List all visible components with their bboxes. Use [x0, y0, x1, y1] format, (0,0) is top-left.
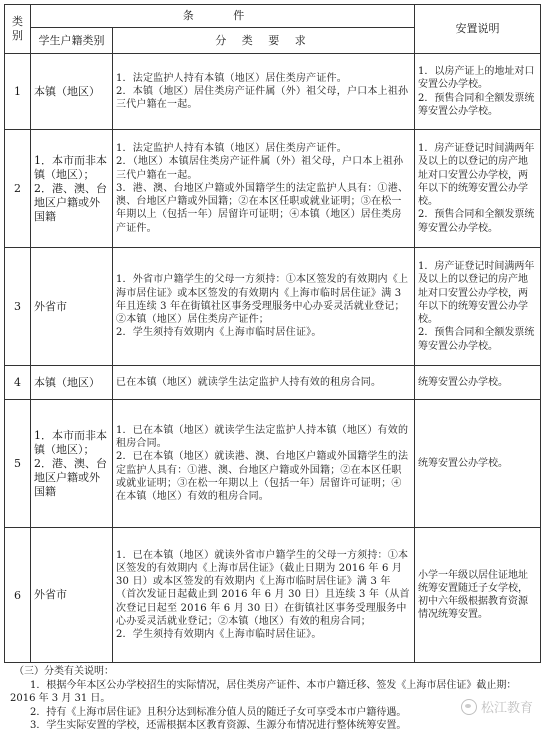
arrangement-cell — [415, 366, 541, 400]
requirements-cell — [113, 54, 415, 130]
requirements-cell — [113, 248, 415, 366]
arrangement-item: 1．房产证登记时间满两年及以上的以登记的房产地址对口安置公办学校，两年以下的统筹安置公办学校。 — [418, 143, 535, 208]
row-index: 2 — [5, 130, 31, 248]
note-item: 3．学生实际安置的学校，还需根据本区教育资源、生源分布情况进行整体统筹安置。 — [30, 720, 407, 731]
table-row — [5, 54, 541, 130]
table-row — [5, 366, 541, 400]
requirement-item: 1．法定监护人持有本镇（地区）居住类房产证件。 — [116, 143, 347, 155]
requirement-item: 2．学生须持有效期内《上海市临时居住证》。 — [116, 327, 322, 339]
requirement-item: 2．本镇（地区）居住类房产证件属（外）祖父母，户口本上祖孙三代户籍在一起。 — [116, 85, 409, 111]
requirement-item: 1．已在本镇（地区）就读外省市户籍学生的父母一方须持：①本区签发的有效期内《上海市居住证》（截止日期为 2016 年 6 月 30 日）或本区签发的有效期内《上海市临时居住证》满 3 年（首次发证日起截止到 2016 年 6 月 30 日）且连续 3 年（从首次登记日起至 2016 年 6 月 30 日）在街镇社区事务受理服务中心办妥灵活就业登记；②本镇（地区）有效的租房合同； — [116, 549, 410, 627]
table-row — [5, 248, 541, 366]
arrangement-cell — [415, 54, 541, 130]
type-header: 类 别 — [5, 5, 31, 54]
row-index: 3 — [5, 248, 31, 366]
row-index: 6 — [5, 528, 31, 663]
requirements-cell — [113, 366, 415, 400]
requirements-cell — [113, 528, 415, 663]
arrangement-header: 安置说明 — [415, 5, 541, 54]
residence-category: 外省市 — [31, 528, 113, 663]
arrangement-item: 2．预售合同和全额发票统筹安置公办学校。 — [418, 209, 535, 234]
requirement-item: 2．学生须持有效期内《上海市临时居住证》。 — [116, 629, 322, 640]
row-index: 1 — [5, 54, 31, 130]
requirements-cell — [113, 400, 415, 528]
residence-category: 1．本市而非本镇（地区）； 2．港、澳、台地区户籍或外国籍 — [31, 130, 113, 248]
requirements-header: 分 类 要 求 — [113, 28, 415, 54]
arrangement-cell — [415, 528, 541, 663]
table-row — [5, 130, 541, 248]
requirement-item: 2．（地区）本镇居住类房产证件属（外）祖父母，户口本上祖孙三代户籍在一起。 — [116, 156, 404, 181]
arrangement-item: 1．房产证登记时间满两年及以上的以登记的房产地址对口安置公办学校，两年以下的统筹安置公办学校。 — [418, 261, 535, 326]
arrangement-item: 2．预售合同和全额发票统筹安置公办学校。 — [418, 327, 535, 352]
arrangement-item: 1．以房产证上的地址对口安置公办学校。 — [418, 66, 535, 91]
row-index: 4 — [5, 366, 31, 400]
residence-header: 学生户籍类别 — [31, 28, 113, 54]
arrangement-cell — [415, 248, 541, 366]
requirement-item: 已在本镇（地区）就读学生法定监护人持有效的租房合同。 — [116, 376, 382, 388]
arrangement-item: 统筹安置公办学校。 — [418, 457, 508, 469]
watermark-text: 松江教育 — [480, 701, 533, 716]
arrangement-cell — [415, 400, 541, 528]
arrangement-item: 2．预售合同和全额发票统筹安置公办学校。 — [418, 92, 535, 117]
watermark — [461, 697, 533, 716]
arrangement-item: 小学一年级以居住证地址统筹安置随迁子女学校，初中六年级根据教育资源情况统筹安置。 — [418, 569, 528, 621]
header-row-top — [5, 5, 541, 28]
wechat-icon — [461, 699, 477, 715]
requirement-item: 1．法定监护人持有本镇（地区）居住类房产证件。 — [116, 72, 347, 84]
arrangement-item: 统筹安置公办学校。 — [418, 376, 508, 388]
residence-category: 本镇（地区） — [31, 54, 113, 130]
residence-category: 1．本市而非本镇（地区）； 2．港、澳、台地区户籍或外国籍 — [31, 400, 113, 528]
requirements-cell — [113, 130, 415, 248]
note-item: 1．根据今年本区公办学校招生的实际情况，居住类房产证件、本市户籍迁移、签发《上海市居住证》截止期：2016 年 3 月 31 日。 — [10, 679, 517, 704]
table-row — [5, 528, 541, 663]
requirement-item: 2．已在本镇（地区）就读港、澳、台地区户籍或外国籍学生的法定监护人具有：①港、澳、台地区户籍或外国籍；②在本区任职或就业证明；③在松一年期以上（包括一年）居留许可证明；④在本镇（地区）有效的租房合同。 — [116, 451, 409, 502]
conditions-header: 条 件 — [31, 5, 415, 28]
requirement-item: 1．已在本镇（地区）就读学生法定监护人持本镇（地区）有效的租房合同。 — [116, 424, 409, 450]
notes-section — [10, 665, 538, 733]
enrollment-table — [4, 4, 541, 663]
residence-category: 外省市 — [31, 248, 113, 366]
arrangement-cell — [415, 130, 541, 248]
requirement-item: 3．港、澳、台地区户籍或外国籍学生的法定监护人具有：①港、澳、台地区户籍或外国籍；②在本区任职或就业证明；③在松一年期以上（包括一年）居留许可证明；④本镇（地区）居住类房产证件。 — [116, 182, 409, 234]
notes-title: （三）分类有关说明： — [14, 666, 114, 677]
row-index: 5 — [5, 400, 31, 528]
note-item: 2．持有《上海市居住证》且积分达到标准分值人员的随迁子女可享受本市户籍待遇。 — [30, 706, 407, 718]
table-row — [5, 400, 541, 528]
requirement-item: 1．外省市户籍学生的父母一方须持：①本区签发的有效期内《上海市居住证》或本区签发的有效期内《上海市临时居住证》满 3 年且连续 3 年在街镇社区事务受理服务中心办妥灵活就业登记；②本镇（地区）居住类房产证件； — [116, 274, 409, 326]
residence-category: 本镇（地区） — [31, 366, 113, 400]
